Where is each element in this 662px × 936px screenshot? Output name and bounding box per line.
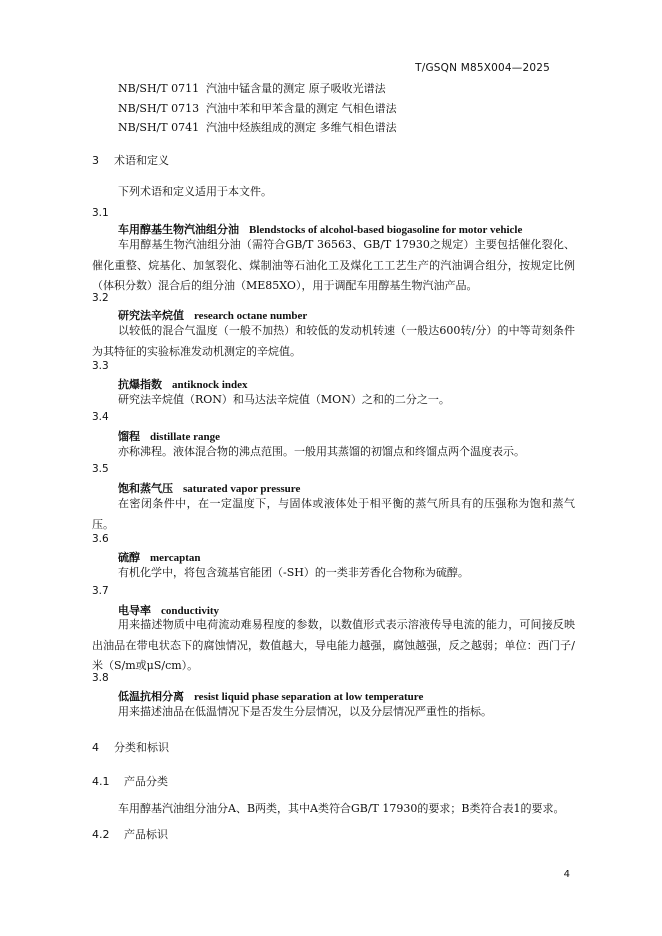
- term-definition: 亦称沸程。液体混合物的沸点范围。一般用其蒸馏的初馏点和终馏点两个温度表示。: [118, 445, 525, 458]
- subsection-4-1-heading: 4.1 产品分类: [92, 775, 168, 788]
- term-heading: 研究法辛烷值 research octane number: [118, 309, 308, 322]
- term-number: 3.6: [92, 533, 109, 545]
- term-number: 3.2: [92, 292, 109, 304]
- term-definition: 研究法辛烷值（RON）和马达法辛烷值（MON）之和的二分之一。: [118, 393, 450, 406]
- section-3-heading: 3 术语和定义: [92, 154, 169, 167]
- term-definition: 用来描述物质中电荷流动难易程度的参数，以数值形式表示溶液传导电流的能力，可间接反映出油品在带电状态下的腐蚀情况，数值越大，导电能力越强，腐蚀越强，反之越弱；单位：西门子/米（S/m或μS/cm）。: [92, 618, 575, 672]
- term-number: 3.1: [92, 207, 109, 219]
- term-number: 3.8: [92, 672, 109, 684]
- section-4-heading: 4 分类和标识: [92, 741, 169, 754]
- term-heading: 低温抗相分离 resist liquid phase separation at low temperature: [118, 690, 424, 703]
- term-number: 3.5: [92, 463, 109, 475]
- term-heading: 电导率 conductivity: [118, 604, 220, 617]
- term-definition: 有机化学中，将包含巯基官能团（-SH）的一类非芳香化合物称为硫醇。: [118, 566, 469, 579]
- document-code-header: T/GSQN M85X004—2025: [415, 62, 550, 74]
- reference-item: NB/SH/T 0741 汽油中烃族组成的测定 多维气相色谱法: [118, 121, 397, 134]
- reference-item: NB/SH/T 0713 汽油中苯和甲苯含量的测定 气相色谱法: [118, 102, 397, 115]
- term-number: 3.7: [92, 585, 109, 597]
- reference-item: NB/SH/T 0711 汽油中锰含量的测定 原子吸收光谱法: [118, 82, 386, 95]
- term-heading: 饱和蒸气压 saturated vapor pressure: [118, 482, 301, 495]
- term-definition: 以较低的混合气温度（一般不加热）和较低的发动机转速（一般达600转/分）的中等苛刻条件为其特征的实验标准发动机测定的辛烷值。: [92, 324, 575, 358]
- term-heading: 馏程 distillate range: [118, 430, 220, 443]
- term-definition: 在密闭条件中，在一定温度下，与固体或液体处于相平衡的蒸气所具有的压强称为饱和蒸气压。: [92, 497, 575, 531]
- section-3-intro: 下列术语和定义适用于本文件。: [118, 185, 272, 198]
- term-number: 3.4: [92, 411, 109, 423]
- page-number: 4: [563, 869, 570, 880]
- term-heading: 抗爆指数 antiknock index: [118, 378, 248, 391]
- subsection-4-1-text: 车用醇基汽油组分油分A、B两类，其中A类符合GB/T 17930的要求；B类符合表1的要求。: [118, 802, 565, 815]
- subsection-4-2-heading: 4.2 产品标识: [92, 828, 168, 841]
- term-definition: 用来描述油品在低温情况下是否发生分层情况，以及分层情况严重性的指标。: [118, 705, 492, 718]
- term-definition: 车用醇基生物汽油组分油（需符合GB/T 36563、GB/T 17930之规定）主要包括催化裂化、催化重整、烷基化、加氢裂化、煤制油等石油化工及煤化工工艺生产的汽油调合组分，按规定比例（体积分数）混合后的组分油（ME85XO），用于调配车用醇基生物汽油产品。: [92, 238, 575, 292]
- term-heading: 硫醇 mercaptan: [118, 551, 201, 564]
- term-heading: 车用醇基生物汽油组分油 Blendstocks of alcohol-based biogasoline for motor vehicle: [118, 223, 523, 236]
- term-number: 3.3: [92, 360, 109, 372]
